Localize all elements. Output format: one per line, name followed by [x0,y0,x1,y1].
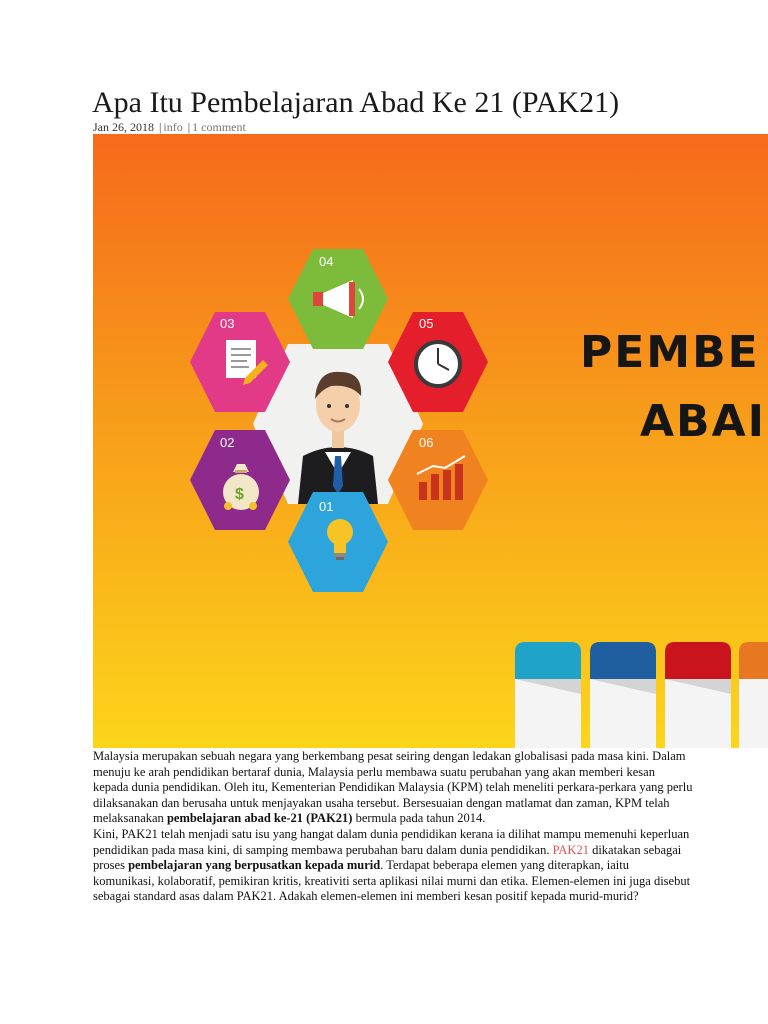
category-link[interactable]: info [163,120,183,134]
clock-icon [416,342,460,386]
pak21-link[interactable]: PAK21 [552,842,589,857]
comments-link[interactable]: 1 comment [192,120,246,134]
paragraph [93,749,693,827]
bold-text: pembelajaran yang berpusatkan kepada murid [128,858,381,873]
paragraph-text: Malaysia merupakan sebuah negara yang berkembang pesat seiring dengan ledakan globalisasi pada masa kini. Dalam menuju ke arah pendidikan bertaraf dunia, Malaysia perlu membawa suatu perubahan yang akan memberi kesan kepada dunia pendidikan. Oleh itu, Kementerian Pendidikan Malaysia (KPM) telah meneliti perkara-perkara yang perlu dilaksanakan dan berusaha untuk menjayakan usaha tersebut. Bersesuaian dengan matlamat dan zaman, KPM telah melaksanakan [93,749,693,826]
hero-image [93,134,768,748]
paragraph-text: bermula pada tahun 2014. [352,811,486,826]
hexagon-number: 02 [220,435,235,450]
hexagon-number: 06 [419,435,434,450]
ribbon-tab [739,642,768,748]
hexagon-04 [288,249,388,349]
paragraph-text: Kini, PAK21 telah menjadi satu isu yang hangat dalam dunia pendidikan kerana ia dilihat mampu memenuhi keperluan pendidikan pada masa kini, di samping membawa perubahan baru dalam dunia pendidikan. [93,826,690,857]
svg-text:$: $ [235,486,244,503]
hexagon-01 [288,492,388,592]
post-date: Jan 26, 2018 [93,120,154,134]
ribbon-tabs [515,642,768,748]
hexagon-number: 01 [319,499,334,514]
ribbon-tab [515,642,581,748]
hexagon-number: 03 [220,316,235,331]
bold-text: pembelajaran abad ke-21 (PAK21) [166,811,353,826]
banner-text-line2: ABAI [640,396,767,447]
hexagon-number: 04 [319,254,334,269]
article-body [93,749,693,905]
meta-separator: | [187,120,191,134]
hexagon-number: 05 [419,316,434,331]
paragraph-text: . Terdapat beberapa elemen yang diterapkan, iaitu komunikasi, kolaboratif, pemikiran kritis, kreativiti serta aplikasi nilai murni dan etika. Elemen-elemen ini juga disebut sebagai standard asas dalam PAK21. Adakah elemen-elemen ini memberi kesan positif kepada murid-murid? [93,858,691,904]
paragraph [93,827,693,905]
banner-text-line1: PEMBE [580,327,760,378]
article-meta [93,120,246,135]
meta-separator: | [159,120,162,134]
ribbon-tab [665,642,731,748]
article-title: Apa Itu Pembelajaran Abad Ke 21 (PAK21) [92,86,620,119]
paragraph-text: dikatakan sebagai proses [93,842,682,873]
ribbon-tab [590,642,656,748]
